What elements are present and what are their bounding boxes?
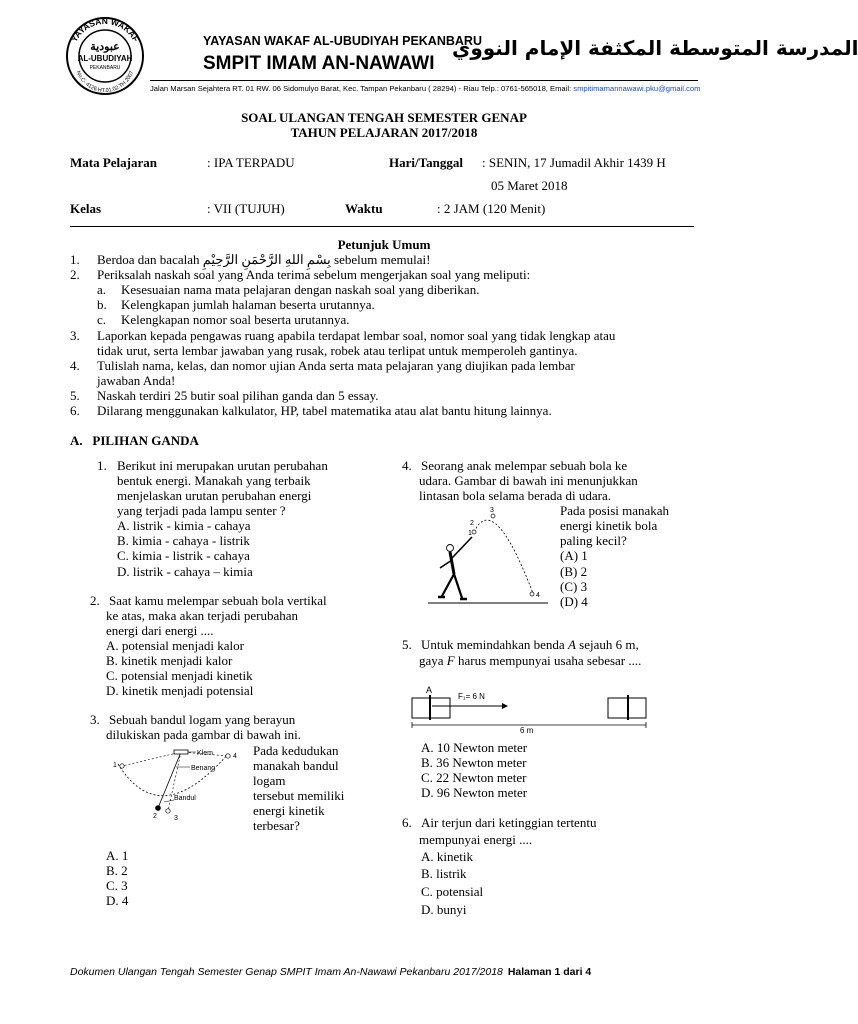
- address: [150, 84, 700, 93]
- question-side-text: Pada kedudukan: [253, 743, 339, 758]
- instr-text: Tulislah nama, kelas, dan nomor ujian Anda serta mata pelajaran yang diujikan pada lembar: [97, 358, 575, 373]
- instr-text: Periksalah naskah soal yang Anda terima sebelum mengerjakan soal yang meliputi:: [97, 267, 531, 282]
- exam-year: TAHUN PELAJARAN 2017/2018: [290, 125, 478, 140]
- question-text: udara. Gambar di bawah ini menunjukkan: [419, 473, 638, 488]
- label-benang: Benang: [191, 765, 216, 772]
- option-c[interactable]: C. 3: [106, 878, 128, 893]
- question-text: [421, 637, 639, 652]
- time-label: Waktu: [345, 201, 383, 216]
- school-logo: [64, 12, 146, 96]
- question-text-part: Untuk memindahkan benda: [421, 637, 568, 652]
- label-a: A: [426, 685, 433, 695]
- foundation-name: YAYASAN WAKAF AL-UBUDIYAH PEKANBARU: [203, 34, 482, 48]
- logo-city: PEKANBARU: [89, 65, 121, 71]
- option-c[interactable]: C. potensial: [421, 884, 484, 899]
- instr-text: tidak urut, serta lembar jawaban yang rusak, robek atau terlipat untuk memperoleh gantinya.: [97, 343, 578, 358]
- option-a[interactable]: A. potensial menjadi kalor: [106, 638, 244, 653]
- option-c[interactable]: C. kimia - listrik - cahaya: [117, 548, 250, 563]
- question-side-text: paling kecil?: [560, 533, 627, 548]
- option-b[interactable]: B. 2: [106, 863, 128, 878]
- logo-arabic: عبودية: [90, 41, 120, 53]
- date-value: 05 Maret 2018: [491, 178, 568, 193]
- instr-text: Kelengkapan jumlah halaman beserta urutannya.: [121, 297, 375, 312]
- logo-name: AL-UBUDIYAH: [77, 54, 133, 63]
- option-a[interactable]: A. 10 Newton meter: [421, 740, 528, 755]
- day-value: : SENIN, 17 Jumadil Akhir 1439 H: [482, 155, 666, 170]
- instr-text: Kesesuaian nama mata pelajaran dengan naskah soal yang diberikan.: [121, 282, 480, 297]
- question-side-text: terbesar?: [253, 818, 300, 833]
- subject-label: Mata Pelajaran: [70, 155, 158, 170]
- instr-num: 6.: [70, 403, 80, 418]
- pos-label-4: 4: [536, 592, 540, 599]
- option-d[interactable]: D. 96 Newton meter: [421, 785, 528, 800]
- question-number: 4.: [402, 458, 412, 473]
- instr-num: a.: [97, 282, 107, 297]
- instr-num: 3.: [70, 328, 80, 343]
- label-klem: Klem: [197, 750, 213, 757]
- option-b[interactable]: B. 36 Newton meter: [421, 755, 527, 770]
- option-a[interactable]: A. 1: [106, 848, 129, 863]
- question-text: Berikut ini merupakan urutan perubahan: [117, 458, 328, 473]
- option-c[interactable]: C. 22 Newton meter: [421, 770, 527, 785]
- instr-num: 2.: [70, 267, 80, 282]
- instructions-heading: Petunjuk Umum: [337, 237, 431, 252]
- question-text: energi dari energi ....: [106, 623, 214, 638]
- logo-arc-text: YAYASAN WAKAF: [68, 15, 142, 44]
- instr-num: b.: [97, 297, 107, 312]
- header-divider: [70, 226, 694, 227]
- option-b[interactable]: B. kinetik menjadi kalor: [106, 653, 233, 668]
- option-a[interactable]: (A) 1: [560, 548, 588, 563]
- question-side-text: logam: [253, 773, 286, 788]
- instr-text: Berdoa dan bacalah بِسْمِ اللهِ الرَّحْمَنِ الرَّحِيْمِ sebelum memulai!: [97, 252, 431, 267]
- footer: [70, 966, 591, 978]
- pos-label-3: 3: [174, 815, 178, 822]
- option-a[interactable]: A. listrik - kimia - cahaya: [117, 518, 251, 533]
- instr-num: 1.: [70, 252, 80, 267]
- arabic-school-name: المدرسة المتوسطة المكثفة الإمام النووي: [452, 36, 858, 60]
- question-text: Air terjun dari ketinggian tertentu: [421, 815, 597, 830]
- question-text-part: harus mempunyai usaha sebesar ....: [454, 653, 642, 668]
- pos-label-1: 1: [113, 762, 117, 769]
- question-text: [419, 653, 641, 668]
- variable-a: A: [567, 637, 576, 652]
- question-text: mempunyai energi ....: [419, 832, 533, 847]
- question-side-text: energi kinetik: [253, 803, 325, 818]
- exam-title: SOAL ULANGAN TENGAH SEMESTER GENAP: [241, 110, 527, 125]
- section-heading: A. PILIHAN GANDA: [70, 433, 199, 448]
- question-text: dilukiskan pada gambar di bawah ini.: [106, 727, 301, 742]
- option-b[interactable]: B. kimia - cahaya - listrik: [117, 533, 250, 548]
- pos-label-2: 2: [470, 520, 474, 527]
- question-number: 3.: [90, 712, 100, 727]
- instr-text: Laporkan kepada pengawas ruang apabila terdapat lembar soal, nomor soal yang tidak lengkap atau: [97, 328, 616, 343]
- instr-num: 5.: [70, 388, 80, 403]
- question-number: 6.: [402, 815, 412, 830]
- option-d[interactable]: D. kinetik menjadi potensial: [106, 683, 254, 698]
- option-d[interactable]: (D) 4: [560, 594, 588, 609]
- question-side-text: Pada posisi manakah: [560, 503, 670, 518]
- class-value: : VII (TUJUH): [207, 201, 285, 216]
- question-text: bentuk energi. Manakah yang terbaik: [117, 473, 311, 488]
- question-text: menjelaskan urutan perubahan energi: [117, 488, 312, 503]
- work-figure: [408, 682, 650, 738]
- instr-num: 4.: [70, 358, 80, 373]
- question-text: Saat kamu melempar sebuah bola vertikal: [109, 593, 327, 608]
- question-number: 1.: [97, 458, 107, 473]
- instr-text: Naskah terdiri 25 butir soal pilihan ganda dan 5 essay.: [97, 388, 379, 403]
- question-number: 2.: [90, 593, 100, 608]
- instr-text: Kelengkapan nomor soal beserta urutannya.: [121, 312, 350, 327]
- question-side-text: energi kinetik bola: [560, 518, 658, 533]
- question-text: Seorang anak melempar sebuah bola ke: [421, 458, 628, 473]
- email-link[interactable]: smpitimamannawawi.pku@gmail.com: [573, 84, 701, 93]
- subject-value: : IPA TERPADU: [207, 155, 295, 170]
- question-side-text: manakah bandul: [253, 758, 339, 773]
- label-distance: 6 m: [520, 726, 534, 735]
- variable-f: F: [446, 653, 455, 668]
- option-d[interactable]: D. bunyi: [421, 902, 467, 917]
- time-value: : 2 JAM (120 Menit): [437, 201, 546, 216]
- question-text-part: sejauh 6 m,: [575, 637, 639, 652]
- label-bandul: Bandul: [174, 795, 196, 802]
- question-number: 5.: [402, 637, 412, 652]
- instr-text: Dilarang menggunakan kalkulator, HP, tabel matematika atau alat bantu hitung lainnya.: [97, 403, 552, 418]
- option-b[interactable]: (B) 2: [560, 564, 588, 579]
- school-name: SMPIT IMAM AN-NAWAWI: [203, 53, 435, 74]
- question-text: yang terjadi pada lampu senter ?: [117, 503, 286, 518]
- option-c[interactable]: C. potensial menjadi kinetik: [106, 668, 253, 683]
- pos-label-4: 4: [233, 753, 237, 760]
- option-d[interactable]: D. 4: [106, 893, 129, 908]
- option-d[interactable]: D. listrik - cahaya – kimia: [117, 564, 253, 579]
- letterhead-rule: [150, 80, 698, 81]
- question-text: ke atas, maka akan terjadi perubahan: [106, 608, 299, 623]
- day-label: Hari/Tanggal: [389, 155, 463, 170]
- instr-num: c.: [97, 312, 107, 327]
- class-label: Kelas: [70, 201, 102, 216]
- address-text: Jalan Marsan Sejahtera RT. 01 RW. 06 Sidomulyo Barat, Kec. Tampan Pekanbaru ( 28294) - Riau Telp.: 0761-565018, Email:: [150, 84, 572, 93]
- pos-label-1: 1: [468, 530, 472, 537]
- footer-page: Halaman 1 dari 4: [507, 966, 592, 978]
- question-side-text: tersebut memiliki: [253, 788, 345, 803]
- option-a[interactable]: A. kinetik: [421, 849, 473, 864]
- footer-document: Dokumen Ulangan Tengah Semester Genap SMPIT Imam An-Nawawi Pekanbaru 2017/2018: [70, 966, 503, 978]
- instr-text: jawaban Anda!: [97, 373, 176, 388]
- option-b[interactable]: B. listrik: [421, 866, 467, 881]
- question-text-part: gaya: [419, 653, 447, 668]
- ball-throw-figure: [428, 504, 548, 604]
- question-text: Sebuah bandul logam yang berayun: [109, 712, 296, 727]
- label-force: F₁= 6 N: [458, 692, 485, 701]
- logo-reg-text: No.C- 4126.HT.01.02.TH 2007: [74, 70, 136, 95]
- pos-label-3: 3: [490, 507, 494, 514]
- pos-label-2: 2: [153, 813, 157, 820]
- question-text: lintasan bola selama berada di udara.: [419, 488, 612, 503]
- option-c[interactable]: (C) 3: [560, 579, 588, 594]
- pendulum-figure: [110, 748, 250, 822]
